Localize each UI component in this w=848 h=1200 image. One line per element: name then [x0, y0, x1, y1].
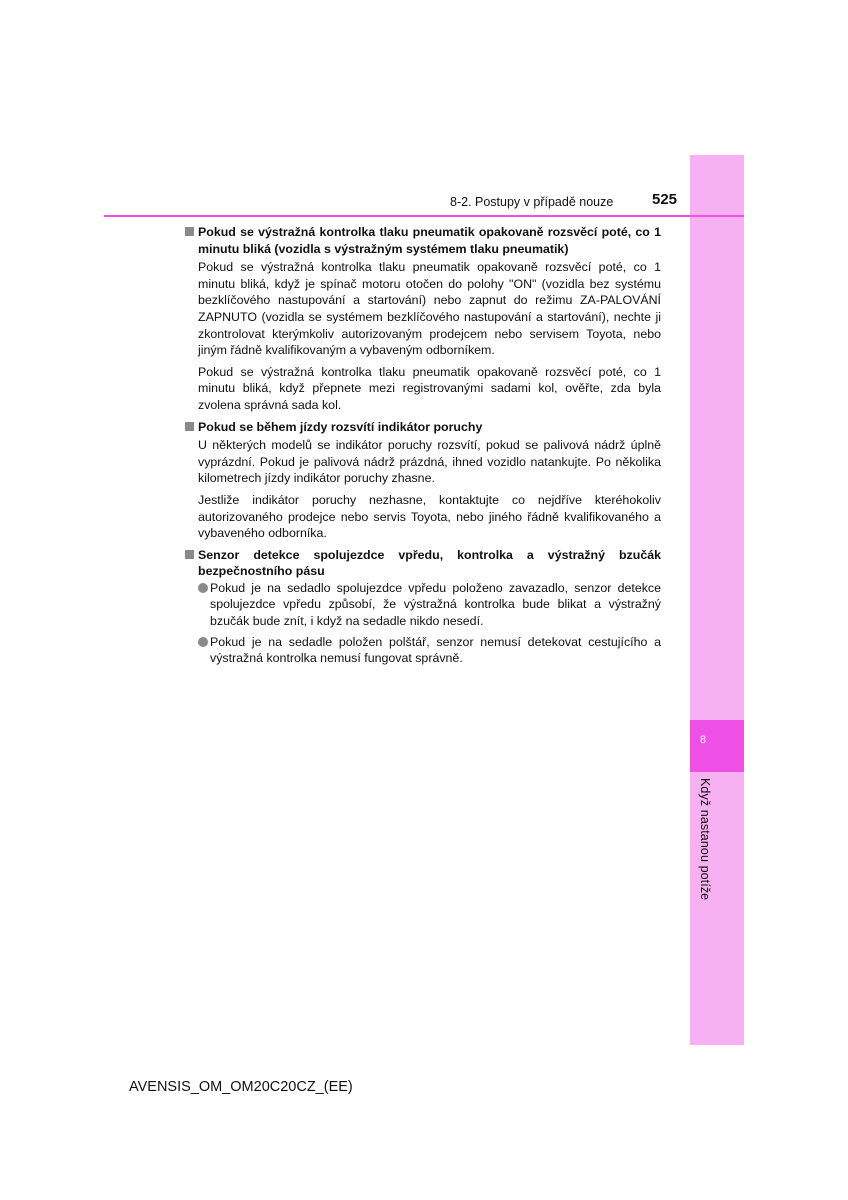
page-number: 525	[652, 191, 678, 208]
circle-bullet-icon	[198, 637, 208, 647]
paragraph: Pokud se výstražná kontrolka tlaku pneumatik opakovaně rozsvěcí poté, co 1 minutu bliká, když přepnete mezi registrovanými sadami kol, ověřte, zda byla zvolena správná sada kol.	[198, 364, 661, 412]
square-bullet-icon	[185, 550, 194, 559]
chapter-number: 8	[699, 734, 707, 746]
circle-bullet-icon	[198, 583, 208, 593]
section-heading-text: Pokud se během jízdy rozsvítí indikátor poruchy	[198, 419, 483, 434]
section-heading	[184, 419, 661, 436]
chapter-title: Když nastanou potíže	[698, 778, 712, 901]
section-title: 8-2. Postupy v případě nouze	[450, 195, 614, 209]
paragraph: Pokud se výstražná kontrolka tlaku pneumatik opakovaně rozsvěcí poté, co 1 minutu bliká, když je spínač motoru otočen do polohy "ON" (vozidla bez systému bezklíčového nastupování a startování) nebo zapnut do režimu ZA-PALOVÁNÍ ZAPNUTO (vozidla se systémem bezklíčového nastupování a startování), nechte ji zkontrolovat kterýmkoliv autorizovaným prodejcem nebo servisem Toyota, nebo jiným řádně kvalifikovaným a vybaveným odborníkem.	[198, 260, 661, 358]
square-bullet-icon	[185, 227, 194, 236]
section-heading-text: Pokud se výstražná kontrolka tlaku pneumatik opakovaně rozsvěcí poté, co 1 minutu bliká (vozidla s výstražným systémem tlaku pneumatik)	[198, 225, 661, 256]
square-bullet-icon	[185, 422, 194, 431]
header-divider	[104, 215, 744, 217]
chapter-side-tab	[690, 155, 744, 1045]
document-code: AVENSIS_OM_OM20C20CZ_(EE)	[129, 1079, 353, 1095]
chapter-number-box	[690, 720, 744, 772]
section-heading	[184, 224, 661, 257]
list-item	[184, 634, 661, 667]
list-item	[184, 580, 661, 630]
page-content	[184, 224, 661, 671]
paragraph: U některých modelů se indikátor poruchy rozsvítí, pokud se palivová nádrž úplně vyprázdní. Pokud je palivová nádrž prázdná, ihned vozidlo natankujte. Po několika kilometrech jízdy indikátor poruchy zhasne.	[198, 438, 661, 486]
section-heading	[184, 547, 661, 580]
list-item-text: Pokud je na sedadle položen polštář, senzor nemusí detekovat cestujícího a výstražná kontrolka nemusí fungovat správně.	[210, 634, 661, 666]
list-item-text: Pokud je na sedadlo spolujezdce vpředu položeno zavazadlo, senzor detekce spolujezdce vpředu způsobí, že výstražná kontrolka bude blikat a výstražný bzučák bude znít, i když na sedadle nikdo nesedí.	[210, 580, 661, 629]
section-heading-text: Senzor detekce spolujezdce vpředu, kontrolka a výstražný bzučák bezpečnostního pásu	[198, 547, 661, 579]
paragraph: Jestliže indikátor poruchy nezhasne, kontaktujte co nejdříve kteréhokoliv autorizovaného prodejce nebo servis Toyota, nebo jiného řádně kvalifikovaného a vybaveného odborníka.	[198, 492, 661, 541]
